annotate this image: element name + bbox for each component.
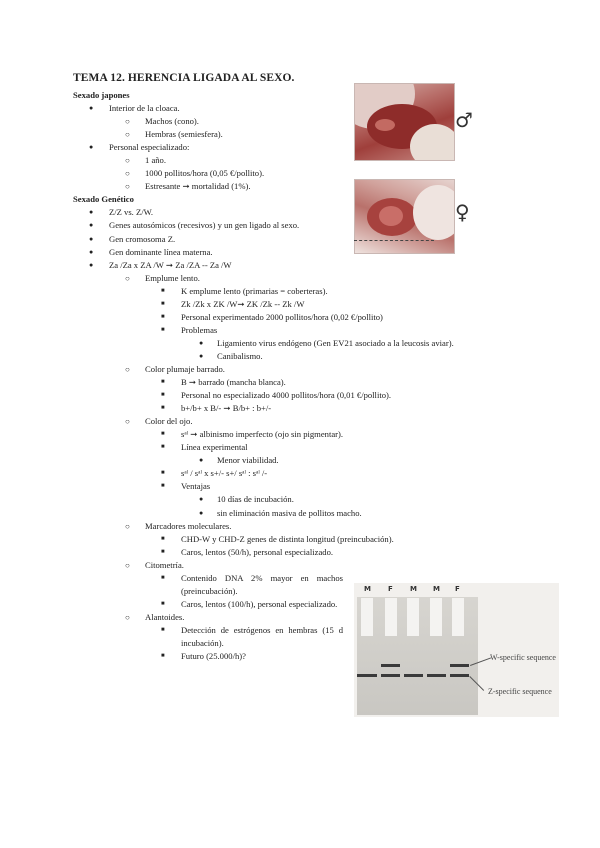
bullet-icon: ●	[89, 221, 94, 230]
list-item: ■ Personal experimentado 2000 pollitos/hora (0,02 €/pollito)	[73, 311, 363, 324]
square-bullet-icon: ■	[161, 574, 165, 581]
list-item: ■ Caros, lentos (50/h), personal especializado.	[73, 546, 363, 559]
list-item: ■ Personal no especializado 4000 pollitos/hora (0,01 €/pollito).	[73, 389, 363, 402]
male-cloaca-photo	[354, 83, 455, 161]
list-item: ● Z/Z vs. Z/W.	[73, 206, 363, 219]
circle-bullet-icon: ○	[125, 130, 130, 140]
z-sequence-label: Z-specific sequence	[488, 687, 552, 696]
list-item: ● Ligamiento virus endógeno (Gen EV21 asociado a la leucosis aviar).	[73, 337, 363, 350]
list-item: ■ b+/b+ x B/- ➞ B/b+ : b+/-	[73, 402, 363, 415]
list-item: ■ sᵃˡ / sᵃˡ x s+/- s+/ sᵃˡ : sᵃˡ /-	[73, 467, 363, 480]
lane-label: M	[364, 585, 371, 593]
list-item: ○ Color del ojo.	[73, 415, 363, 428]
bullet-icon: ●	[89, 247, 94, 256]
gel-well	[361, 598, 373, 636]
bullet-icon: ●	[199, 508, 204, 517]
list-item: ○ Hembras (semiesfera).	[73, 128, 363, 141]
gel-well	[452, 598, 464, 636]
list-item: ■ K emplume lento (primarias = coberteras).	[73, 285, 363, 298]
lane-label: M	[410, 585, 417, 593]
lane-label: M	[433, 585, 440, 593]
circle-bullet-icon: ○	[125, 521, 130, 531]
list-item: ○ Color plumaje barrado.	[73, 363, 363, 376]
list-item: ● Za /Za x ZA /W ➞ Za /ZA -- Za /W	[73, 259, 363, 272]
gel-well	[407, 598, 419, 636]
bullet-icon: ●	[89, 104, 94, 113]
z-band	[450, 674, 469, 677]
list-item: ■ Zk /Zk x ZK /W➞ ZK /Zk -- Zk /W	[73, 298, 363, 311]
circle-bullet-icon: ○	[125, 169, 130, 179]
circle-bullet-icon: ○	[125, 273, 130, 283]
circle-bullet-icon: ○	[125, 156, 130, 166]
female-symbol-icon: ♀	[455, 200, 470, 224]
page-title: TEMA 12. HERENCIA LIGADA AL SEXO.	[73, 72, 295, 84]
square-bullet-icon: ■	[161, 300, 165, 307]
list-item: ○ 1000 pollitos/hora (0,05 €/pollito).	[73, 167, 363, 180]
circle-bullet-icon: ○	[125, 612, 130, 622]
list-item: ■ Ventajas	[73, 480, 363, 493]
list-item: ● Interior de la cloaca.	[73, 102, 363, 115]
square-bullet-icon: ■	[161, 548, 165, 555]
gel-well	[385, 598, 397, 636]
list-item: ● 10 días de incubación.	[73, 493, 363, 506]
list-item: ■ Línea experimental	[73, 441, 363, 454]
bullet-icon: ●	[199, 495, 204, 504]
w-band	[381, 664, 400, 667]
bullet-icon: ●	[199, 338, 204, 347]
list-item: ○ Alantoides.	[73, 611, 363, 624]
bullet-icon: ●	[199, 351, 204, 360]
bullet-icon: ●	[199, 456, 204, 465]
square-bullet-icon: ■	[161, 287, 165, 294]
list-item: ■ Contenido DNA 2% mayor en machos (preincubación).	[161, 572, 343, 596]
circle-bullet-icon: ○	[125, 560, 130, 570]
bullet-icon: ●	[89, 260, 94, 269]
circle-bullet-icon: ○	[125, 117, 130, 127]
z-band	[357, 674, 377, 677]
square-bullet-icon: ■	[161, 600, 165, 607]
square-bullet-icon: ■	[161, 626, 165, 633]
circle-bullet-icon: ○	[125, 364, 130, 374]
list-item: ● Menor viabilidad.	[73, 454, 363, 467]
notes-body	[73, 89, 454, 663]
section-heading: Sexado japones	[73, 90, 130, 100]
list-item: ○ Marcadores moleculares.	[73, 520, 363, 533]
square-bullet-icon: ■	[161, 326, 165, 333]
lane-label: F	[388, 585, 393, 593]
bullet-icon: ●	[89, 143, 94, 152]
list-item: ■ B ➞ barrado (mancha blanca).	[73, 376, 363, 389]
list-item: ○ Estresante ➞ mortalidad (1%).	[73, 180, 363, 193]
list-item: ● sin eliminación masiva de pollitos macho.	[73, 507, 363, 520]
square-bullet-icon: ■	[161, 392, 165, 399]
list-item: ■ Problemas	[73, 324, 363, 337]
square-bullet-icon: ■	[161, 653, 165, 660]
gel-electrophoresis-figure	[354, 583, 559, 717]
z-band	[404, 674, 423, 677]
list-item: ■ Detección de estrógenos en hembras (15 d incubación).	[161, 624, 343, 648]
square-bullet-icon: ■	[161, 405, 165, 412]
w-band	[450, 664, 469, 667]
bullet-icon: ●	[89, 208, 94, 217]
list-item: ○ Emplume lento.	[73, 272, 363, 285]
square-bullet-icon: ■	[161, 313, 165, 320]
square-bullet-icon: ■	[161, 535, 165, 542]
w-sequence-label: W-specific sequence	[490, 653, 556, 662]
circle-bullet-icon: ○	[125, 182, 130, 192]
square-bullet-icon: ■	[161, 483, 165, 490]
z-band	[381, 674, 400, 677]
list-item: ● Canibalismo.	[73, 350, 363, 363]
list-item: ■ Futuro (25.000/h)?	[73, 650, 363, 663]
list-item: ● Personal especializado:	[73, 141, 363, 154]
square-bullet-icon: ■	[161, 444, 165, 451]
list-item: ■ sᵃˡ ➞ albinismo imperfecto (ojo sin pigmentar).	[73, 428, 363, 441]
lane-label: F	[455, 585, 460, 593]
list-item: ○ Citometría.	[73, 559, 363, 572]
square-bullet-icon: ■	[161, 470, 165, 477]
list-item: ● Genes autosómicos (recesivos) y un gen ligado al sexo.	[73, 219, 363, 232]
dashed-pointer-line	[354, 240, 434, 241]
section-heading: Sexado Genético	[73, 194, 134, 205]
bullet-icon: ●	[89, 234, 94, 243]
list-item: ○ Machos (cono).	[73, 115, 363, 128]
list-item: ■ CHD-W y CHD-Z genes de distinta longitud (preincubación).	[73, 533, 363, 546]
gel-well	[430, 598, 442, 636]
square-bullet-icon: ■	[161, 431, 165, 438]
list-item: ● Gen dominante línea materna.	[73, 246, 363, 259]
list-item: ● Gen cromosoma Z.	[73, 233, 363, 246]
male-symbol-icon: ♂	[455, 108, 473, 132]
list-item: ■ Caros, lentos (100/h), personal especializado.	[73, 598, 343, 611]
circle-bullet-icon: ○	[125, 417, 130, 427]
female-cloaca-photo	[354, 179, 455, 254]
square-bullet-icon: ■	[161, 379, 165, 386]
z-band	[427, 674, 446, 677]
list-item: ○ 1 año.	[73, 154, 363, 167]
